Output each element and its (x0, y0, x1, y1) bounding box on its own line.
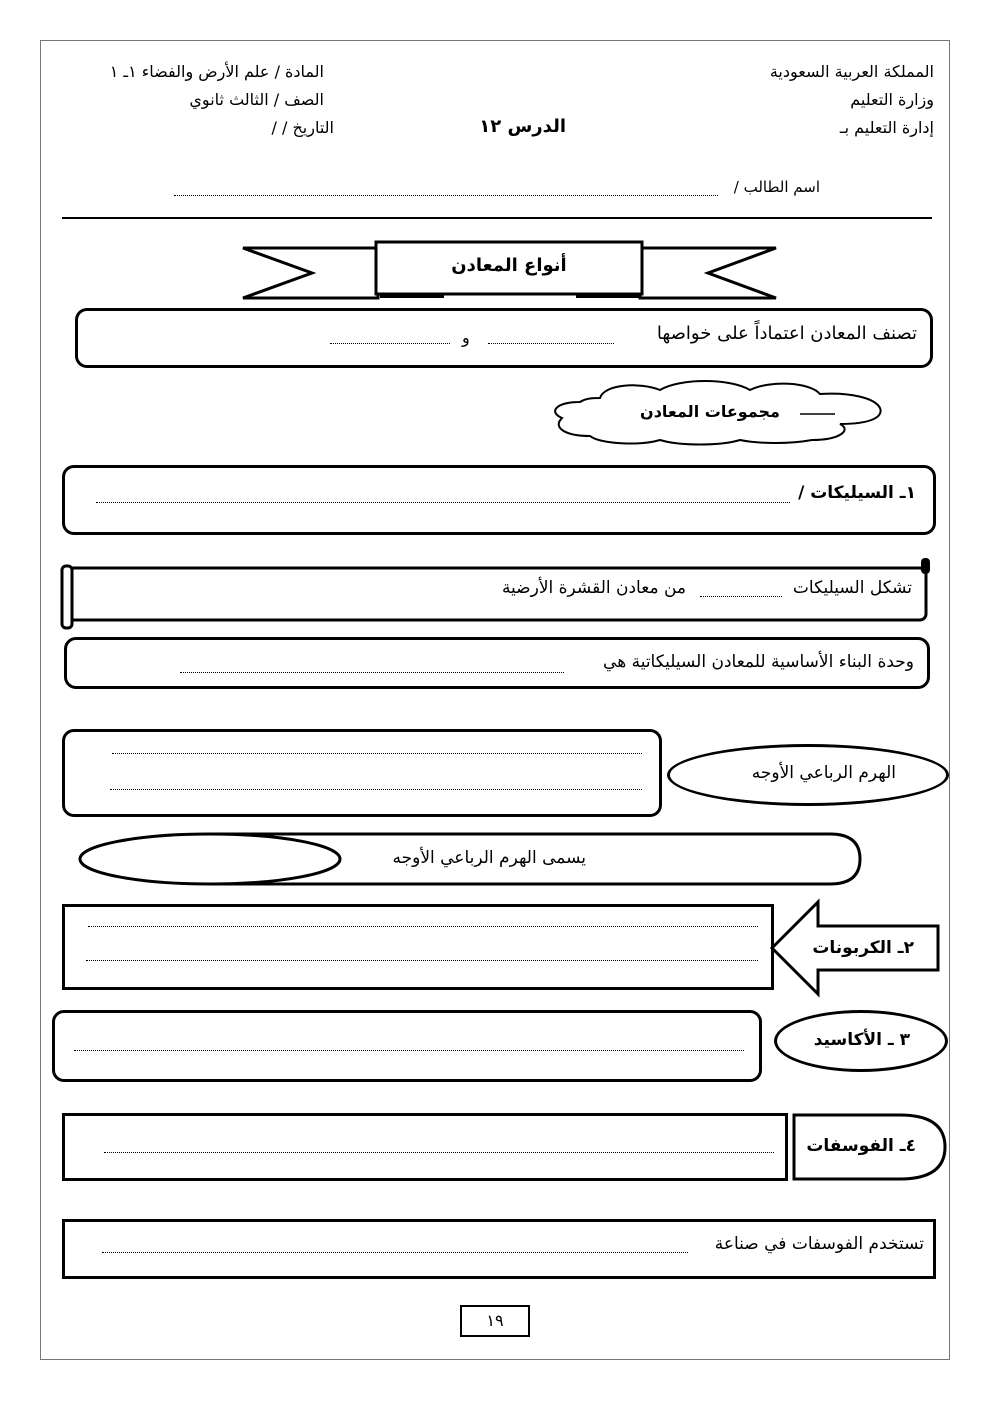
tetrahedron-label: الهرم الرباعي الأوجه (751, 763, 896, 783)
lesson-title: الدرس ١٢ (479, 116, 566, 137)
groups-cloud-label: مجموعات المعادن (640, 402, 780, 421)
kingdom-name: المملكة العربية السعودية (769, 62, 934, 81)
page-number: ١٩ (486, 1311, 504, 1330)
tetrahedron-named-text: يسمى الهرم الرباعي الأوجه (392, 848, 586, 868)
banner-title: أنواع المعادن (451, 255, 567, 276)
silicates-form-text-a: تشكل السيليكات (792, 578, 912, 598)
silicates-form-text-b: من معادن القشرة الأرضية (501, 578, 686, 598)
ministry-name: وزارة التعليم (850, 90, 934, 109)
oxides-heading: ٣ ـ الأكاسيد (813, 1030, 910, 1050)
classification-text: تصنف المعادن اعتماداً على خواصها (656, 323, 917, 344)
grade-label: الصف / الثالث ثانوي (189, 90, 324, 109)
administration-name: إدارة التعليم بـ (839, 118, 934, 137)
silicates-heading: ١ـ السيليكات / (798, 483, 916, 503)
phosphates-usage-text: تستخدم الفوسفات في صناعة (714, 1234, 924, 1254)
classification-conjunction: و (462, 328, 470, 347)
phosphates-heading: ٤ـ الفوسفات (806, 1136, 916, 1156)
carbonates-heading: ٢ـ الكربونات (812, 938, 914, 958)
unit-text: وحدة البناء الأساسية للمعادن السيليكاتية هي (603, 652, 914, 672)
subject-label: المادة / علم الأرض والفضاء ١ـ ١ (109, 62, 324, 81)
phosphates-usage-blank[interactable] (102, 1252, 688, 1253)
date-label: التاريخ / / (271, 118, 334, 137)
student-name-label: اسم الطالب / (733, 178, 820, 196)
